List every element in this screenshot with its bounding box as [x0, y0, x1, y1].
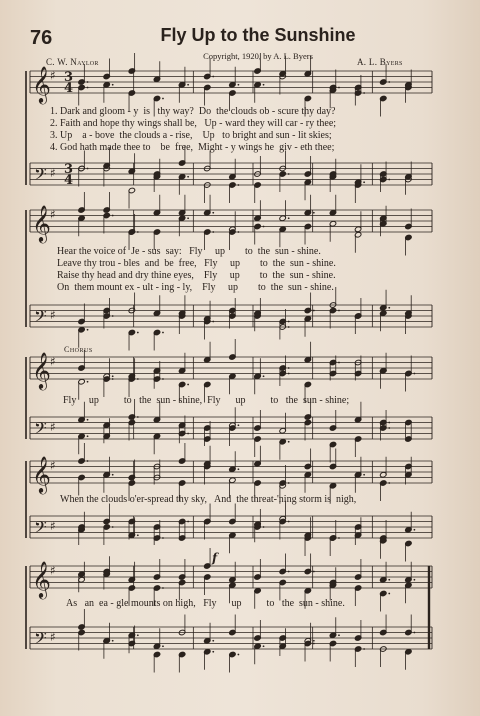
- note-dot: [87, 381, 89, 383]
- note-dot: [338, 87, 340, 89]
- note-dot: [112, 215, 114, 217]
- bass-clef: 𝄢: [34, 628, 47, 652]
- dynamic-mark: f: [212, 551, 218, 565]
- note-dot: [162, 645, 164, 647]
- note-dot: [388, 307, 390, 309]
- note-dot: [87, 81, 89, 83]
- note-dot: [137, 534, 139, 536]
- note-dot: [288, 173, 290, 175]
- note-dot: [112, 315, 114, 317]
- note-dot: [288, 441, 290, 443]
- note-dot: [87, 329, 89, 331]
- note-dot: [112, 378, 114, 380]
- bass-clef: 𝄢: [34, 418, 47, 442]
- note-dot: [288, 373, 290, 375]
- note-dot: [414, 579, 416, 581]
- note-dot: [137, 634, 139, 636]
- lyric-line: Raise thy head and dry thine eyes, Fly up to the sun - shine.: [57, 270, 336, 281]
- bass-clef: 𝄢: [34, 306, 47, 330]
- note-dot: [263, 375, 265, 377]
- note-dot: [338, 310, 340, 312]
- note-dot: [338, 537, 340, 539]
- note-dot: [187, 217, 189, 219]
- hymn-title: Fly Up to the Sunshine: [160, 25, 356, 45]
- note-dot: [388, 482, 390, 484]
- note-dot: [263, 645, 265, 647]
- note-dot: [288, 521, 290, 523]
- note-dot: [212, 321, 214, 323]
- composer-credit: A. L. Byers: [357, 57, 403, 67]
- note-dot: [112, 375, 114, 377]
- note-dot: [288, 367, 290, 369]
- note-dot: [338, 634, 340, 636]
- lyricist-credit: C. W. Naylor: [46, 57, 99, 67]
- note-dot: [87, 168, 89, 170]
- note-dot: [363, 181, 365, 183]
- note-dot: [313, 310, 315, 312]
- note-dot: [187, 433, 189, 435]
- lyric-line: 1. Dark and gloom - y is thy way? Do the clouds ob - scure thy day?: [50, 106, 336, 117]
- note-dot: [238, 468, 240, 470]
- note-dot: [363, 648, 365, 650]
- note-dot: [313, 643, 315, 645]
- lyric-line: Leave thy trou - bles and be free, Fly up to the sun - shine.: [57, 258, 336, 269]
- sharp-sign: ♯: [50, 308, 56, 322]
- note-dot: [162, 332, 164, 334]
- lyric-line: As an ea - gle mounts on high, Fly up to the sun - shine.: [66, 598, 345, 609]
- note-dot: [288, 571, 290, 573]
- chorus-label: Chorus: [64, 345, 93, 354]
- bass-clef: 𝄢: [34, 164, 47, 188]
- sharp-sign: ♯: [50, 563, 56, 578]
- note-dot: [388, 422, 390, 424]
- note-dot: [212, 76, 214, 78]
- note-dot: [112, 526, 114, 528]
- note-dot: [313, 571, 315, 573]
- note-dot: [388, 593, 390, 595]
- sharp-sign: ♯: [50, 207, 56, 222]
- note-dot: [112, 640, 114, 642]
- note-dot: [414, 632, 416, 634]
- note-dot: [363, 474, 365, 476]
- note-dot: [288, 326, 290, 328]
- note-dot: [388, 179, 390, 181]
- sharp-sign: ♯: [50, 458, 56, 473]
- time-signature-bottom: 4: [64, 173, 74, 188]
- treble-clef: 𝄞: [32, 204, 51, 242]
- note-dot: [187, 84, 189, 86]
- note-dot: [112, 474, 114, 476]
- note-dot: [414, 529, 416, 531]
- sharp-sign: ♯: [50, 519, 56, 533]
- note-dot: [238, 84, 240, 86]
- note-dot: [187, 384, 189, 386]
- note-dot: [187, 176, 189, 178]
- lyric-line: Hear the voice of Je - sus say: Fly up to the sun - shine.: [57, 246, 321, 257]
- note-dot: [313, 212, 315, 214]
- note-dot: [238, 231, 240, 233]
- sharp-sign: ♯: [50, 630, 56, 644]
- note-dot: [187, 521, 189, 523]
- note-dot: [288, 217, 290, 219]
- time-signature-top: 3: [64, 162, 74, 177]
- lyric-line: 3. Up a - bove the clouds a - rise, Up to bright and sun - lit skies;: [50, 130, 332, 141]
- note-dot: [388, 81, 390, 83]
- note-dot: [162, 537, 164, 539]
- hymn-number: 76: [30, 27, 53, 49]
- lyric-line: 4. God hath made thee to be free, Might - y wings he giv - eth thee;: [50, 142, 335, 153]
- note-dot: [238, 184, 240, 186]
- lyric-line: Fly up to the sun - shine, Fly up to the sun - shine;: [63, 395, 350, 406]
- note-dot: [162, 378, 164, 380]
- note-dot: [238, 424, 240, 426]
- note-dot: [137, 378, 139, 380]
- note-dot: [388, 427, 390, 429]
- copyright-line: Copyright, 1920, by A. L. Byers: [203, 51, 313, 61]
- note-dot: [87, 419, 89, 421]
- sharp-sign: ♯: [50, 68, 56, 83]
- bass-clef: 𝄢: [34, 517, 47, 541]
- note-dot: [263, 526, 265, 528]
- note-dot: [137, 231, 139, 233]
- treble-clef: 𝄞: [32, 455, 51, 493]
- note-dot: [212, 651, 214, 653]
- treble-clef: 𝄞: [32, 65, 51, 103]
- note-dot: [112, 84, 114, 86]
- note-dot: [238, 654, 240, 656]
- lyric-line: 2. Faith and hope thy wings shall be, Up - ward they will car - ry thee;: [50, 118, 337, 129]
- note-dot: [363, 92, 365, 94]
- note-dot: [212, 212, 214, 214]
- lyric-line: When the clouds o'er-spread thy sky, And the threat-'ning storm is nigh,: [60, 494, 357, 505]
- note-dot: [87, 460, 89, 462]
- sharp-sign: ♯: [50, 354, 56, 369]
- note-dot: [212, 640, 214, 642]
- time-signature-bottom: 4: [64, 81, 74, 96]
- note-dot: [263, 226, 265, 228]
- note-dot: [162, 587, 164, 589]
- treble-clef: 𝄞: [32, 351, 51, 389]
- note-dot: [288, 321, 290, 323]
- lyric-line: On them mount ex - ult - ing - ly, Fly up to the sun - shine.: [57, 282, 334, 293]
- note-dot: [338, 362, 340, 364]
- treble-clef: 𝄞: [32, 560, 51, 598]
- note-dot: [288, 482, 290, 484]
- note-dot: [137, 416, 139, 418]
- note-dot: [87, 435, 89, 437]
- time-signature-top: 3: [64, 70, 74, 85]
- note-dot: [162, 98, 164, 100]
- sharp-sign: ♯: [50, 166, 56, 180]
- note-dot: [87, 87, 89, 89]
- note-dot: [313, 640, 315, 642]
- note-dot: [137, 332, 139, 334]
- note-dot: [263, 84, 265, 86]
- sharp-sign: ♯: [50, 420, 56, 434]
- note-dot: [388, 579, 390, 581]
- note-dot: [212, 231, 214, 233]
- note-dot: [414, 373, 416, 375]
